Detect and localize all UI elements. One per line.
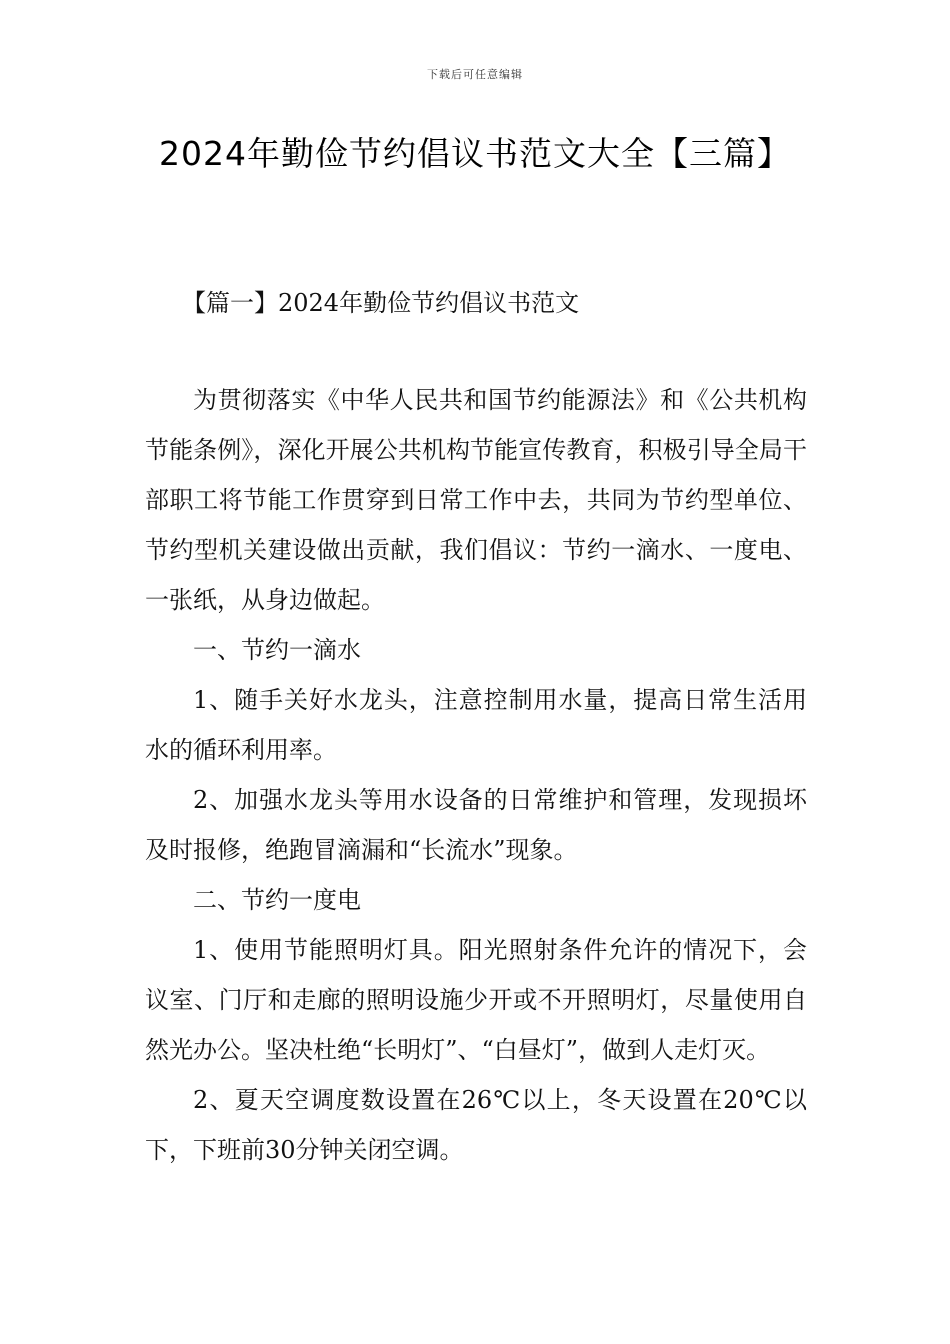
subheading-electricity: 二、节约一度电 bbox=[193, 886, 361, 914]
intro-paragraph: 为贯彻落实《中华人民共和国节约能源法》和《公共机构节能条例》，深化开展公共机构节能宣传教育，积极引导全局干部职工将节能工作贯穿到日常工作中去，共同为节约型单位、节约型机关建设做出贡献，我们倡议：节约一滴水、一度电、一张纸，从身边做起。 bbox=[145, 386, 807, 614]
water-item-2: 2、加强水龙头等用水设备的日常维护和管理，发现损坏及时报修，绝跑冒滴漏和“长流水”现象。 bbox=[145, 786, 807, 864]
electricity-item-1: 1、使用节能照明灯具。阳光照射条件允许的情况下，会议室、门厅和走廊的照明设施少开或不开照明灯，尽量使用自然光办公。坚决杜绝“长明灯”、“白昼灯”，做到人走灯灭。 bbox=[145, 936, 807, 1064]
document-body bbox=[145, 375, 807, 1175]
document-title: 2024年勤俭节约倡议书范文大全【三篇】 bbox=[159, 134, 791, 173]
header-note: 下载后可任意编辑 bbox=[427, 68, 523, 81]
subheading-water: 一、节约一滴水 bbox=[193, 636, 361, 664]
water-item-1: 1、随手关好水龙头，注意控制用水量，提高日常生活用水的循环利用率。 bbox=[145, 686, 807, 764]
section-heading: 【篇一】2024年勤俭节约倡议书范文 bbox=[182, 289, 580, 317]
electricity-item-2: 2、夏天空调度数设置在26℃以上，冬天设置在20℃以下，下班前30分钟关闭空调。 bbox=[145, 1086, 807, 1164]
